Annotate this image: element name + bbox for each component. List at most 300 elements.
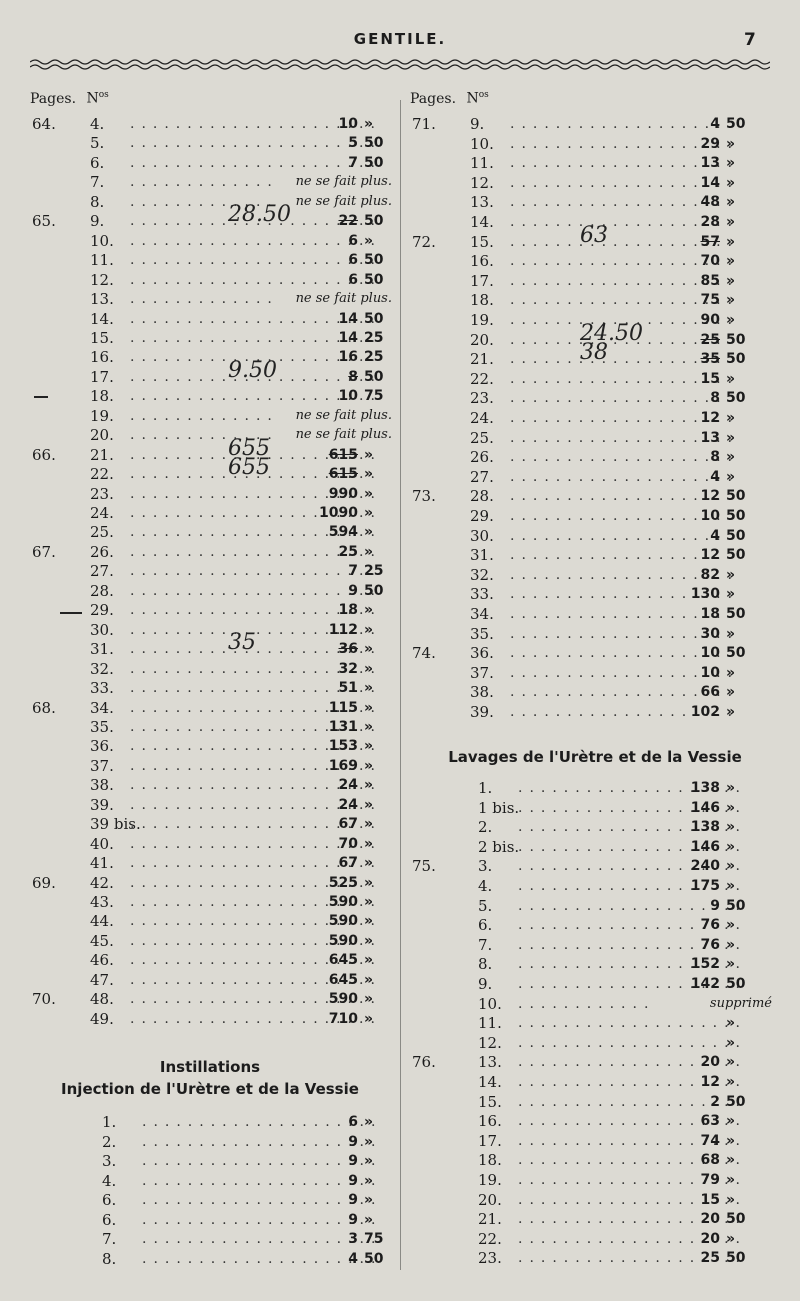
price-francs: 25 (700, 331, 720, 348)
price-francs: 74 (700, 1132, 720, 1149)
list-item (412, 643, 772, 663)
list-item (412, 1170, 772, 1190)
dot-leader (518, 1013, 743, 1033)
item-number: 25. (90, 523, 114, 542)
price-centimes: 25 (364, 349, 384, 366)
list-item (32, 1009, 392, 1029)
price-francs: 2 (710, 1093, 720, 1110)
price-centimes: » (726, 858, 736, 875)
list-item (32, 873, 392, 893)
price-centimes: » (726, 449, 736, 466)
handwritten-price: 35 (228, 630, 256, 656)
instillations-title: Instillations (159, 1058, 261, 1076)
item-number: 20. (470, 330, 494, 349)
list-item (32, 1210, 392, 1230)
item-number: 3. (478, 857, 493, 876)
price-francs: 8 (710, 390, 720, 407)
item-number: 8. (102, 1249, 117, 1268)
item-number: 16. (478, 1112, 502, 1131)
item-number: 10. (90, 231, 114, 250)
price-centimes: » (726, 155, 736, 172)
unavailable-note: supprimé (709, 995, 772, 1011)
item-number: 18. (470, 291, 494, 310)
list-item (412, 1013, 772, 1033)
right-column-header (410, 90, 489, 107)
list-item (412, 915, 772, 935)
column-divider (400, 100, 401, 1270)
dot-leader (130, 289, 280, 309)
item-number: 28. (470, 487, 494, 506)
dot-leader (130, 172, 280, 192)
item-number: 12. (470, 173, 494, 192)
item-number: 19. (470, 311, 494, 329)
list-item (412, 290, 772, 310)
price-centimes: » (364, 543, 374, 560)
unavailable-note: ne se fait plus. (295, 291, 392, 307)
item-number: 2 bis. (478, 837, 520, 856)
list-item (412, 1033, 772, 1053)
price-francs: 10 (700, 645, 720, 662)
list-item (412, 1092, 772, 1112)
page-ref: 66. (32, 445, 56, 464)
item-number: 34. (90, 698, 114, 717)
left-column-header (30, 90, 109, 107)
list-item (32, 1112, 392, 1132)
list-item (412, 778, 772, 798)
price-francs: 6 (348, 1114, 358, 1130)
item-number: 39. (470, 703, 494, 721)
item-number: 25. (470, 428, 494, 447)
item-number: 30. (470, 526, 494, 545)
list-item (32, 931, 392, 951)
dot-leader (518, 994, 648, 1014)
price-centimes: » (726, 956, 736, 973)
price-centimes: » (364, 952, 374, 969)
item-number: 44. (90, 912, 114, 931)
list-item (32, 756, 392, 776)
price-centimes: » (726, 194, 736, 211)
item-number: 27. (90, 562, 114, 581)
page-ref: 76. (412, 1053, 436, 1072)
price-centimes: » (364, 232, 374, 249)
price-centimes: » (364, 699, 374, 716)
item-number: 4. (90, 115, 105, 133)
item-number: 2. (478, 818, 493, 837)
list-item (412, 447, 772, 467)
handwritten-price: 655 (228, 435, 270, 461)
price-francs: 175 (690, 878, 720, 894)
list-item (32, 455, 392, 484)
item-number: 18. (478, 1151, 502, 1170)
price-francs: 115 (328, 699, 358, 716)
item-number: 18. (90, 387, 114, 406)
price-francs: 9 (348, 1192, 358, 1208)
item-number: 4. (478, 877, 493, 895)
item-number: 45. (90, 931, 114, 950)
page-ref: 64. (32, 115, 56, 133)
price-centimes: » (364, 1010, 374, 1027)
price-francs: 169 (328, 757, 358, 774)
item-number: 17. (470, 271, 494, 290)
price-francs: 24 (338, 777, 358, 794)
price-francs: 18 (338, 602, 358, 619)
page-ref: 68. (32, 698, 56, 717)
item-number: 37. (470, 663, 494, 682)
price-centimes: » (726, 936, 736, 953)
price-francs: 645 (328, 952, 358, 969)
price-centimes: » (364, 971, 374, 988)
price-francs: 85 (700, 272, 720, 289)
list-item (412, 565, 772, 585)
item-number: 22. (90, 465, 114, 484)
list-item (412, 251, 772, 271)
price-francs: 67 (338, 816, 358, 833)
list-item (412, 994, 772, 1014)
list-item (412, 1052, 772, 1072)
price-francs: 24 (338, 796, 358, 813)
list-item (32, 678, 392, 698)
price-centimes: » (726, 799, 736, 816)
list-item (32, 600, 392, 620)
list-item (32, 406, 392, 426)
price-centimes: » (364, 894, 374, 910)
list-item (32, 970, 392, 990)
price-francs: 13 (700, 429, 720, 446)
page-ref: 74. (412, 644, 436, 663)
price-centimes: » (726, 253, 736, 270)
price-francs: 240 (690, 858, 720, 875)
list-item (412, 663, 772, 683)
list-item (412, 340, 772, 369)
item-number: 37. (90, 756, 114, 775)
price-centimes: » (726, 272, 736, 289)
item-number: 19. (90, 406, 114, 425)
price-francs: 30 (700, 625, 720, 642)
page-ref: 70. (32, 990, 56, 1009)
price-francs: 112 (328, 621, 358, 638)
item-number: 7. (102, 1230, 117, 1248)
list-item (412, 153, 772, 173)
price-centimes: » (364, 641, 374, 658)
list-item (32, 270, 392, 290)
price-francs: 66 (700, 684, 720, 701)
price-francs: 590 (328, 932, 358, 949)
unavailable-note: ne se fait plus. (295, 174, 392, 190)
price-centimes: » (726, 1191, 736, 1208)
item-number: 40. (90, 834, 114, 853)
price-centimes: » (364, 505, 374, 521)
price-centimes: 50 (726, 645, 746, 662)
price-centimes: » (364, 718, 374, 735)
wavy-rule (30, 58, 770, 72)
price-centimes: » (364, 932, 374, 949)
item-number: 24. (90, 504, 114, 522)
price-centimes: 50 (726, 331, 746, 348)
item-number: 23. (90, 484, 114, 503)
price-francs: 9 (710, 897, 720, 914)
item-number: 33. (470, 585, 494, 604)
list-item (32, 1249, 392, 1269)
item-number: 14. (478, 1073, 502, 1091)
list-item (412, 856, 772, 876)
page-ref: 73. (412, 487, 436, 506)
price-francs: 10 (700, 508, 720, 524)
price-centimes: » (726, 370, 736, 387)
price-centimes: » (364, 660, 374, 677)
price-centimes: » (364, 602, 374, 619)
list-item (412, 192, 772, 212)
item-number: 20. (478, 1190, 502, 1209)
item-number: 35. (470, 624, 494, 643)
item-number: 36. (470, 644, 494, 663)
list-item (412, 1150, 772, 1170)
pages-label: Pages. (410, 90, 457, 107)
item-number: 28. (90, 581, 114, 600)
list-item (412, 1190, 772, 1210)
price-centimes: » (726, 312, 736, 328)
list-item (32, 795, 392, 815)
price-centimes: » (726, 1152, 736, 1169)
item-number: 2. (102, 1132, 117, 1151)
page-ref: 65. (32, 212, 56, 231)
item-number: 6. (102, 1210, 117, 1229)
price-centimes: 50 (364, 135, 384, 152)
list-item (32, 1151, 392, 1171)
item-number: 15. (478, 1092, 502, 1111)
item-number: 46. (90, 951, 114, 970)
item-number: 6. (90, 153, 105, 172)
price-centimes: » (726, 664, 736, 681)
list-item (32, 328, 392, 348)
item-number: 21. (90, 445, 114, 464)
price-francs: 7 (348, 563, 358, 580)
nos-label: $N^{os}$ (466, 90, 489, 107)
lavages-title: Lavages de l'Urètre et de la Vessie (448, 748, 742, 766)
price-centimes: » (364, 757, 374, 774)
list-item (32, 522, 392, 542)
item-number: 38. (90, 776, 114, 795)
price-francs: 16 (338, 349, 358, 366)
price-centimes: » (726, 1034, 736, 1051)
item-number: 38. (470, 683, 494, 702)
price-francs: 68 (700, 1152, 720, 1169)
price-centimes: » (726, 468, 736, 485)
item-number: 42. (90, 873, 114, 892)
price-francs: 76 (700, 917, 720, 934)
price-francs: 615 (328, 466, 358, 483)
price-centimes: 50 (726, 390, 746, 407)
price-centimes: » (726, 878, 736, 894)
list-item (32, 250, 392, 270)
price-centimes: » (364, 1114, 374, 1130)
price-centimes: » (364, 796, 374, 813)
item-number: 41. (90, 854, 114, 873)
list-item (32, 698, 392, 718)
price-francs: 4 (710, 527, 720, 544)
price-centimes: » (364, 1211, 374, 1228)
price-centimes: » (726, 917, 736, 934)
nos-label: $N^{os}$ (86, 90, 109, 107)
item-number: 16. (90, 348, 114, 367)
price-francs: 615 (328, 446, 358, 463)
price-francs: 75 (700, 292, 720, 309)
price-centimes: » (364, 116, 374, 132)
list-item (32, 484, 392, 504)
price-francs: 9 (348, 1133, 358, 1150)
page-ref: 72. (412, 232, 436, 251)
price-centimes: » (726, 1230, 736, 1247)
item-number: 1. (478, 779, 493, 797)
price-centimes: » (726, 429, 736, 446)
price-francs: 82 (700, 566, 720, 583)
list-item (412, 954, 772, 974)
price-centimes: » (726, 566, 736, 583)
list-item (32, 911, 392, 931)
price-centimes: » (364, 485, 374, 502)
price-francs: 9 (348, 1153, 358, 1169)
item-number: 12. (478, 1033, 502, 1052)
price-francs: 79 (700, 1172, 720, 1188)
price-centimes: 50 (364, 213, 384, 230)
price-centimes: » (726, 838, 736, 855)
price-centimes: » (364, 777, 374, 794)
price-francs: 10 (700, 664, 720, 681)
price-francs: 4 (710, 468, 720, 485)
price-centimes: » (726, 135, 736, 152)
price-francs: 590 (328, 913, 358, 930)
price-centimes: 50 (364, 1250, 384, 1267)
item-number: 12. (90, 270, 114, 289)
list-item (412, 817, 772, 837)
list-item (412, 896, 772, 916)
list-item (412, 545, 772, 565)
handwritten-price: 63 (580, 222, 608, 248)
price-francs: 142 (690, 976, 720, 992)
price-centimes: » (726, 1172, 736, 1188)
price-centimes: » (364, 524, 374, 541)
price-francs: 29 (700, 135, 720, 152)
item-number: 13. (478, 1053, 502, 1072)
item-number: 9. (478, 975, 493, 993)
list-item (412, 1248, 772, 1268)
handwritten-price: 9.50 (228, 357, 277, 383)
list-item (412, 369, 772, 389)
price-francs: 36 (338, 641, 358, 658)
price-centimes: » (726, 292, 736, 309)
list-item (32, 425, 392, 445)
item-number: 34. (470, 605, 494, 623)
price-centimes: » (726, 214, 736, 230)
page-ref: 71. (412, 115, 436, 133)
item-number: 11. (470, 154, 494, 173)
item-number: 21. (478, 1210, 502, 1229)
price-francs: 138 (690, 819, 720, 836)
price-centimes: » (364, 816, 374, 833)
item-number: 39. (90, 795, 114, 814)
page-ref: 75. (412, 857, 436, 876)
list-item (412, 173, 772, 193)
item-number: 30. (90, 620, 114, 639)
item-number: 13. (90, 290, 114, 309)
list-item (412, 1131, 772, 1151)
price-francs: 8 (348, 368, 358, 385)
list-item (412, 876, 772, 896)
page-ref: 67. (32, 542, 56, 561)
price-francs: 6 (348, 252, 358, 269)
instillations-subtitle: Injection de l'Urètre et de la Vessie (61, 1080, 359, 1098)
list-item (412, 624, 772, 644)
price-francs: 525 (328, 874, 358, 891)
price-francs: 70 (338, 835, 358, 852)
price-centimes: » (726, 1054, 736, 1071)
item-number: 10. (470, 134, 494, 153)
list-item (412, 428, 772, 448)
list-item (412, 702, 772, 722)
list-item (32, 659, 392, 679)
item-number: 29. (470, 507, 494, 525)
item-number: 8. (90, 192, 105, 211)
price-francs: 18 (700, 606, 720, 622)
price-centimes: » (726, 174, 736, 191)
price-francs: 12 (700, 410, 720, 426)
price-francs: 57 (700, 233, 720, 250)
page-title: GENTILE. (353, 30, 447, 48)
price-centimes: » (364, 621, 374, 638)
price-francs: 4 (710, 116, 720, 132)
price-francs: 15 (700, 370, 720, 387)
price-francs: 20 (700, 1054, 720, 1071)
price-francs: 22 (338, 213, 358, 230)
price-francs: 51 (338, 680, 358, 697)
price-francs: 9 (348, 582, 358, 599)
price-francs: 6 (348, 271, 358, 288)
item-number: 11. (478, 1014, 502, 1033)
price-francs: 20 (700, 1211, 720, 1228)
price-centimes: » (726, 819, 736, 836)
list-item (32, 950, 392, 970)
price-francs: 590 (328, 894, 358, 910)
price-francs: 1090 (319, 505, 358, 521)
price-centimes: 50 (364, 154, 384, 171)
list-item (412, 388, 772, 408)
item-number: 22. (478, 1229, 502, 1248)
price-centimes: 50 (364, 252, 384, 269)
handwritten-price: 655 (228, 455, 270, 481)
list-item (32, 542, 392, 562)
item-number: 5. (478, 896, 493, 915)
price-centimes: 50 (726, 508, 746, 524)
price-centimes: » (726, 410, 736, 426)
price-francs: 131 (328, 718, 358, 735)
price-francs: 70 (700, 253, 720, 270)
list-item (412, 114, 772, 134)
item-number: 33. (90, 679, 114, 698)
price-francs: 146 (690, 838, 720, 855)
item-number: 31. (90, 640, 114, 659)
item-number: 4. (102, 1171, 117, 1190)
price-centimes: 50 (726, 351, 746, 368)
price-centimes: » (364, 738, 374, 755)
list-item (412, 1072, 772, 1092)
price-centimes: 75 (364, 388, 384, 405)
dot-leader (518, 1033, 743, 1053)
list-item (32, 1229, 392, 1249)
price-centimes: 25 (364, 329, 384, 346)
list-item (32, 202, 392, 231)
price-centimes: 50 (726, 976, 746, 992)
list-item (32, 309, 392, 329)
price-francs: 13 (700, 155, 720, 172)
